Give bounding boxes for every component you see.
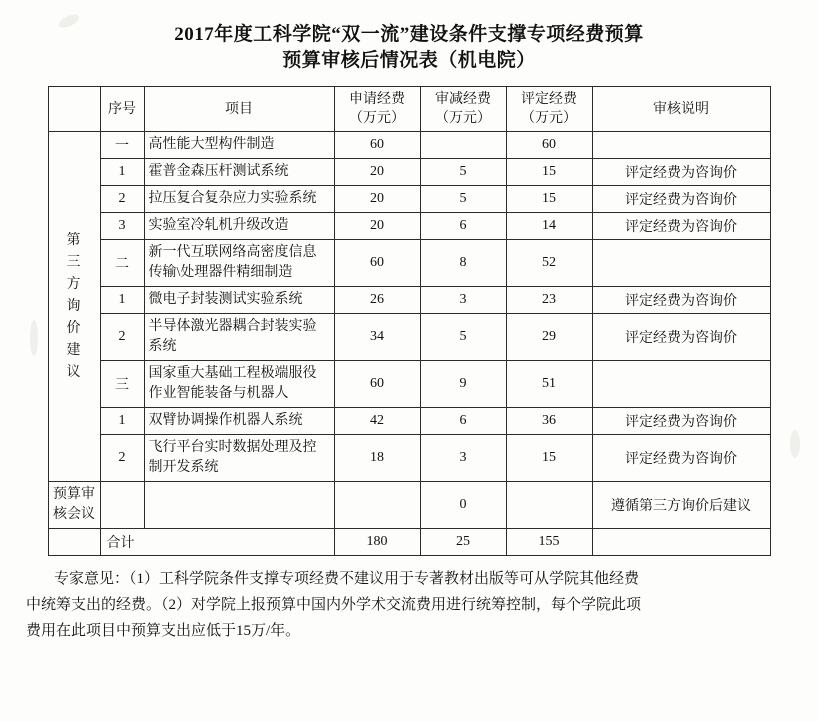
- row-assess: 14: [506, 213, 592, 240]
- header-reduce: [420, 87, 506, 132]
- total-label: 合计: [100, 529, 334, 556]
- header-apply-line1: 申请经费: [349, 92, 405, 107]
- total-side: [48, 529, 100, 556]
- row-note: 遵循第三方询价后建议: [592, 482, 770, 529]
- header-reduce-line2: （万元）: [435, 111, 491, 126]
- row-assess: 29: [506, 314, 592, 361]
- title-line-1: 2017年度工科学院“双一流”建设条件支撑专项经费预算: [174, 24, 644, 45]
- row-apply: 42: [334, 408, 420, 435]
- row-assess: 52: [506, 240, 592, 287]
- row-reduce: 3: [420, 435, 506, 482]
- row-no: 3: [100, 213, 144, 240]
- row-apply: 60: [334, 132, 420, 159]
- table-row: [48, 408, 770, 435]
- row-reduce: 8: [420, 240, 506, 287]
- side-label-line1: 预算审: [53, 487, 95, 502]
- total-assess: 155: [506, 529, 592, 556]
- row-note: [592, 361, 770, 408]
- row-assess: [506, 482, 592, 529]
- row-note: 评定经费为咨询价: [592, 287, 770, 314]
- row-reduce: 3: [420, 287, 506, 314]
- side-label-budget-meeting: [48, 482, 100, 529]
- row-reduce: 5: [420, 159, 506, 186]
- footnote-line-1: 专家意见：（1）工科学院条件支撑专项经费不建议用于专著教材出版等可从学院其他经费: [54, 571, 640, 587]
- header-note: 审核说明: [592, 87, 770, 132]
- header-assess: [506, 87, 592, 132]
- row-item: [144, 482, 334, 529]
- row-apply: 18: [334, 435, 420, 482]
- scan-artifact: [790, 430, 800, 458]
- scan-artifact: [30, 320, 38, 356]
- row-item: 霍普金森压杆测试系统: [144, 159, 334, 186]
- row-apply: 60: [334, 361, 420, 408]
- total-reduce: 25: [420, 529, 506, 556]
- row-note: 评定经费为咨询价: [592, 186, 770, 213]
- row-item: 拉压复合复杂应力实验系统: [144, 186, 334, 213]
- page-title: [0, 0, 818, 74]
- row-note: 评定经费为咨询价: [592, 314, 770, 361]
- row-assess: 23: [506, 287, 592, 314]
- row-apply: [334, 482, 420, 529]
- row-item: 新一代互联网络高密度信息传输\处理器件精细制造: [144, 240, 334, 287]
- row-assess: 15: [506, 435, 592, 482]
- total-note: [592, 529, 770, 556]
- title-line-2: 预算审核后情况表（机电院）: [282, 50, 536, 71]
- table-row: [48, 361, 770, 408]
- header-item: 项目: [144, 87, 334, 132]
- side-char: 价: [66, 320, 82, 336]
- header-apply-line2: （万元）: [349, 111, 405, 126]
- row-no: 1: [100, 408, 144, 435]
- side-char: 第: [66, 232, 82, 248]
- row-reduce: 6: [420, 213, 506, 240]
- row-item: 双臂协调操作机器人系统: [144, 408, 334, 435]
- row-apply: 60: [334, 240, 420, 287]
- row-item: 实验室冷轧机升级改造: [144, 213, 334, 240]
- row-assess: 15: [506, 186, 592, 213]
- row-item: 高性能大型构件制造: [144, 132, 334, 159]
- header-no: 序号: [100, 87, 144, 132]
- table-row-total: [48, 529, 770, 556]
- header-apply: [334, 87, 420, 132]
- row-apply: 26: [334, 287, 420, 314]
- row-item: 微电子封装测试实验系统: [144, 287, 334, 314]
- row-no: 三: [100, 361, 144, 408]
- header-side: [48, 87, 100, 132]
- row-assess: 36: [506, 408, 592, 435]
- row-no: 2: [100, 435, 144, 482]
- row-no: 2: [100, 314, 144, 361]
- row-no: 一: [100, 132, 144, 159]
- row-no: [100, 482, 144, 529]
- side-char: 方: [66, 276, 82, 292]
- row-reduce: [420, 132, 506, 159]
- table-row: [48, 213, 770, 240]
- total-apply: 180: [334, 529, 420, 556]
- row-reduce: 5: [420, 186, 506, 213]
- row-item: 半导体激光器耦合封装实验系统: [144, 314, 334, 361]
- row-item: 飞行平台实时数据处理及控制开发系统: [144, 435, 334, 482]
- side-char: 议: [66, 364, 82, 380]
- table-row: [48, 287, 770, 314]
- side-label-third-party: [48, 132, 100, 482]
- row-note: [592, 240, 770, 287]
- side-char: 三: [66, 254, 82, 270]
- table-row: [48, 159, 770, 186]
- footnote-line-3: 费用在此项目中预算支出应低于15万/年。: [26, 623, 301, 639]
- table-row: [48, 186, 770, 213]
- row-assess: 51: [506, 361, 592, 408]
- row-note: [592, 132, 770, 159]
- row-reduce: 5: [420, 314, 506, 361]
- header-assess-line2: （万元）: [521, 111, 577, 126]
- row-note: 评定经费为咨询价: [592, 408, 770, 435]
- budget-table: [48, 86, 771, 556]
- row-reduce: 6: [420, 408, 506, 435]
- side-label-line2: 核会议: [53, 507, 95, 522]
- row-apply: 20: [334, 213, 420, 240]
- row-no: 二: [100, 240, 144, 287]
- row-apply: 20: [334, 159, 420, 186]
- table-row: [48, 314, 770, 361]
- table-row: [48, 240, 770, 287]
- row-item: 国家重大基础工程极端服役作业智能装备与机器人: [144, 361, 334, 408]
- header-reduce-line1: 审减经费: [435, 92, 491, 107]
- row-no: 1: [100, 287, 144, 314]
- table-header-row: [48, 87, 770, 132]
- row-apply: 34: [334, 314, 420, 361]
- row-assess: 15: [506, 159, 592, 186]
- table-row: [48, 435, 770, 482]
- row-note: 评定经费为咨询价: [592, 213, 770, 240]
- row-reduce: 9: [420, 361, 506, 408]
- row-apply: 20: [334, 186, 420, 213]
- expert-opinion-note: [26, 566, 792, 644]
- side-char: 建: [66, 342, 82, 358]
- table-row-budget-meeting: [48, 482, 770, 529]
- row-assess: 60: [506, 132, 592, 159]
- row-note: 评定经费为咨询价: [592, 435, 770, 482]
- side-char: 询: [66, 298, 82, 314]
- table-row: [48, 132, 770, 159]
- row-no: 2: [100, 186, 144, 213]
- header-assess-line1: 评定经费: [521, 92, 577, 107]
- row-no: 1: [100, 159, 144, 186]
- row-note: 评定经费为咨询价: [592, 159, 770, 186]
- row-reduce: 0: [420, 482, 506, 529]
- footnote-line-2: 中统筹支出的经费。（2）对学院上报预算中国内外学术交流费用进行统筹控制，每个学院此项: [26, 597, 642, 613]
